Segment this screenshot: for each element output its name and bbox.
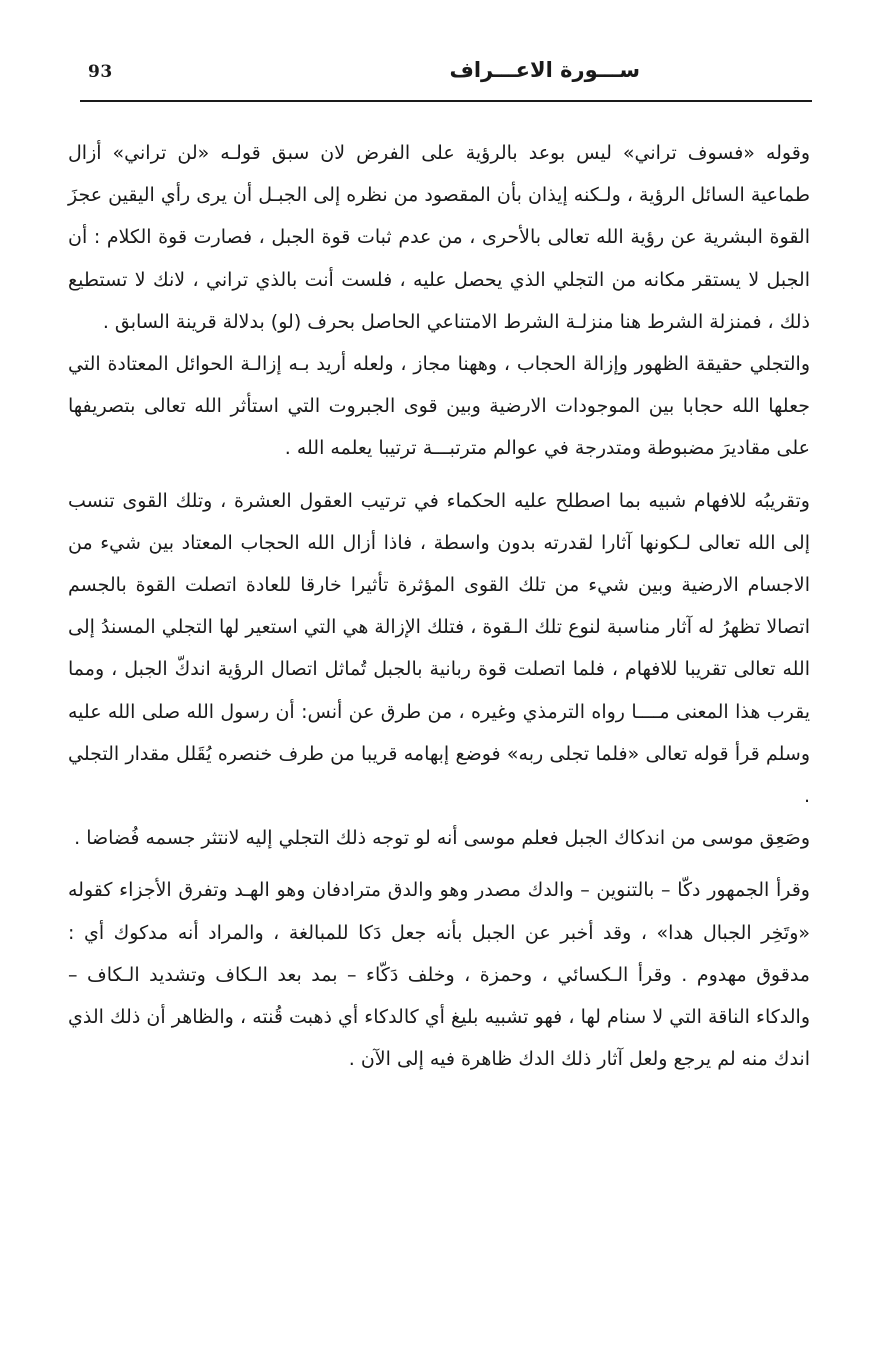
header-rule bbox=[80, 100, 812, 102]
paragraph-1: وقوله «فسوف تراني» ليس بوعد بالرؤية على الفرض لان سبق قولـه «لن تراني» أزال طماعية السائل الرؤية ، ولـكنه إيذان بأن المقصود من نظره إلى الجبـل أن يرى رأي اليقين عجزَ القوة البشرية عن رؤية الله تعالى بالأحرى ، من عدم ثبات قوة الجبل ، فصارت قوة الكلام : أن الجبل لا يستقر مكانه من التجلي الذي يحصل عليه ، فلست أنت بالذي تراني ، لانك لا تستطيع ذلك ، فمنزلة الشرط هنا منزلـة الشرط الامتناعي الحاصل بحرف (لو) بدلالة قرينة السابق . bbox=[68, 142, 810, 333]
body-text bbox=[68, 132, 810, 1080]
paragraph-4: وصَعِق موسى من اندكاك الجبل فعلم موسى أنه لو توجه ذلك التجلي إليه لانتثر جسمه فُضاضا . bbox=[74, 827, 810, 850]
page-number: 93 bbox=[88, 62, 113, 82]
paragraph-2: والتجلي حقيقة الظهور وإزالة الحجاب ، وههنا مجاز ، ولعله أريد بـه إزالـة الحوائل المعتادة التي جعلها الله حجابا بين الموجودات الارضية وبين قوى الجبروت التي استأثر الله تعالى بتصريفها على مقاديرَ مضبوطة ومتدرجة في عوالم مترتبـــة ترتيبا يعلمه الله . bbox=[68, 353, 810, 460]
page-header bbox=[80, 56, 810, 96]
paragraph-5: وقرأ الجمهور دكّا – بالتنوين – والدك مصدر وهو والدق مترادفان وهو الهـد وتفرق الأجزاء كقوله «وتَخِر الجبال هدا» ، وقد أخبر عن الجبل بأنه جعل دَكا للمبالغة ، والمراد أنه مدكوك أي : مدقوق مهدوم . وقرأ الـكسائي ، وحمزة ، وخلف دَكّاء – بمد بعد الـكاف وتشديد الـكاف – والدكاء الناقة التي لا سنام لها ، فهو تشبيه بليغ أي كالدكاء أي ذهبت قُنته ، والظاهر أن ذلك الذي اندك منه لم يرجع ولعل آثار ذلك الدك ظاهرة فيه إلى الآن . bbox=[68, 879, 810, 1071]
running-title: ســـورة الاعـــراف bbox=[449, 58, 640, 82]
paragraph-3: وتقريبُه للافهام شبيه بما اصطلح عليه الحكماء في ترتيب العقول العشرة ، وتلك القوى تنسب إلى الله تعالى لـكونها آثارا لقدرته بدون واسطة ، فاذا أزال الله الحجاب المعتاد بين شيء من الاجسام الارضية وبين شيء من تلك القوى المؤثرة تأثيرا خارقا للعادة اتصلت القوة بالجسم اتصالا تظهرُ له آثار مناسبة لنوع تلك الـقوة ، فتلك الإزالة هي التي استعير لها التجلي المسندُ إلى الله تعالى تقريبا للافهام ، فلما اتصلت قوة ربانية بالجبل تُماثل اتصال الرؤية اندكّ الجبل ، ومما يقرب هذا المعنى مــــا رواه الترمذي وغيره ، من طرق عن أنس: أن رسول الله صلى الله عليه وسلم قرأ قوله تعالى «فلما تجلى ربه» فوضع إبهامه قريبا من طرف خنصره يُقَلل مقدار التجلي . bbox=[68, 489, 810, 808]
